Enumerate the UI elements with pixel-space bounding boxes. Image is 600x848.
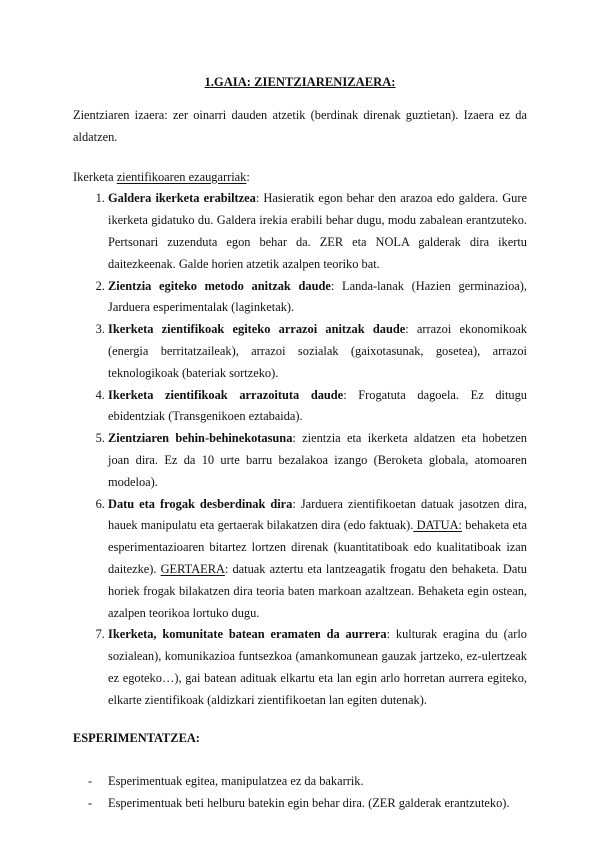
item-title: Zientzia egiteko metodo anitzak daude: [108, 278, 331, 293]
heading-prefix: Ikerketa: [73, 169, 117, 184]
characteristics-heading: [73, 167, 527, 189]
gertaera-term: GERTAERA: [160, 561, 225, 576]
list-item: [108, 276, 527, 320]
list-item: [108, 188, 527, 275]
item-title: Ikerketa zientifikoak egiteko arrazoi anitzak daude: [108, 322, 406, 337]
item-text: : Landa-lanak (Hazien germinazioa), Jarduera esperimentalak (laginketak).: [108, 278, 527, 315]
intro-paragraph: Zientziaren izaera: zer oinarri dauden atzetik (berdinak direnak guztietan). Izaera ez da aldatzen.: [73, 108, 527, 144]
item-text: : datuak aztertu eta lantzeagatik frogatu den behaketa. Datu horiek frogak bilakatzen dira teoria baten markoan azaltzean. Behaketa egin ostean, azalpen teorikoa lortuko dugu.: [108, 561, 527, 620]
list-item: [108, 624, 527, 711]
item-title: Ikerketa zientifikoak arrazoituta daude: [108, 387, 344, 402]
list-item: [108, 428, 527, 493]
item-text: : Frogatuta dagoela. Ez ditugu ebidentziak (Transgenikoen eztabaida).: [108, 387, 527, 424]
item-title: Datu eta frogak desberdinak dira: [108, 496, 293, 511]
document-page: [73, 72, 527, 815]
item-text: : arrazoi ekonomikoak (energia berritatzaileak), arrazoi sozialak (gaixotasunak, gosetea), arrazoi teknologikoak (bateriak sortzeko).: [108, 322, 527, 380]
item-text: : zientzia eta ikerketa aldatzen eta hobetzen joan dira. Ez da 10 urte barru bezalakoa izango (Beroketa globala, atomoaren modeloa).: [108, 431, 527, 489]
list-item: [108, 319, 527, 384]
item-title: Ikerketa, komunitate batean eramaten da aurrera: [108, 627, 387, 642]
bullet-text: Esperimentuak beti helburu batekin egin behar dira. (ZER galderak erantzuteko).: [108, 796, 510, 811]
list-item: [73, 793, 527, 815]
bullet-text: Esperimentuak egitea, manipulatzea ez da bakarrik.: [108, 774, 364, 789]
list-item: [108, 385, 527, 429]
dash-list: [73, 771, 527, 815]
item-title: Galdera ikerketa erabiltzea: [108, 191, 256, 206]
heading-underlined: zientifikoaren ezaugarriak: [116, 169, 247, 184]
dash-bullet-icon: -: [88, 796, 93, 811]
item-text: : Jarduera zientifikoetan datuak jasotzen dira, hauek manipulatu eta gertaerak bilakatzen dira (edo faktuak).: [108, 496, 527, 533]
datua-term: DATUA:: [413, 518, 462, 533]
item-text: : Hasieratik egon behar den arazoa edo galdera. Gure ikerketa gidatuko du. Galdera irekia erabili behar dugu, modu zabalean erantzuteko. Pertsonari zuzenduta egon behar da. ZER eta NOLA galderak dira ikertu daitezkeenak. Galde horien atzetik azalpen teoriko bat.: [108, 191, 527, 271]
characteristics-list: [73, 188, 527, 711]
item-title: Zientziaren behin-behinekotasuna: [108, 431, 293, 446]
section-heading: ESPERIMENTATZEA:: [73, 730, 200, 745]
page-title: 1.GAIA: ZIENTZIARENIZAERA:: [204, 75, 396, 89]
heading-suffix: :: [246, 169, 250, 184]
dash-bullet-icon: -: [88, 774, 93, 789]
list-item: [108, 494, 527, 625]
item-text: : kulturak eragina du (arlo sozialean), komunikazioa funtsezkoa (amankomunean gauzak jartzeko, ez-ulertzeak ez egoteko…), gai batean adituak elkartu eta lan egin arlo horretan aurrera egiteko, elkarte zientifikoak (aldizkari zientifikoetan lan egiten dutenak).: [108, 627, 527, 707]
item-text: behaketa eta esperimentazioaren bitartez lortzen direnak (kuantitatiboak edo kualitatiboak izan daitezke).: [108, 518, 528, 576]
list-item: [73, 771, 527, 793]
